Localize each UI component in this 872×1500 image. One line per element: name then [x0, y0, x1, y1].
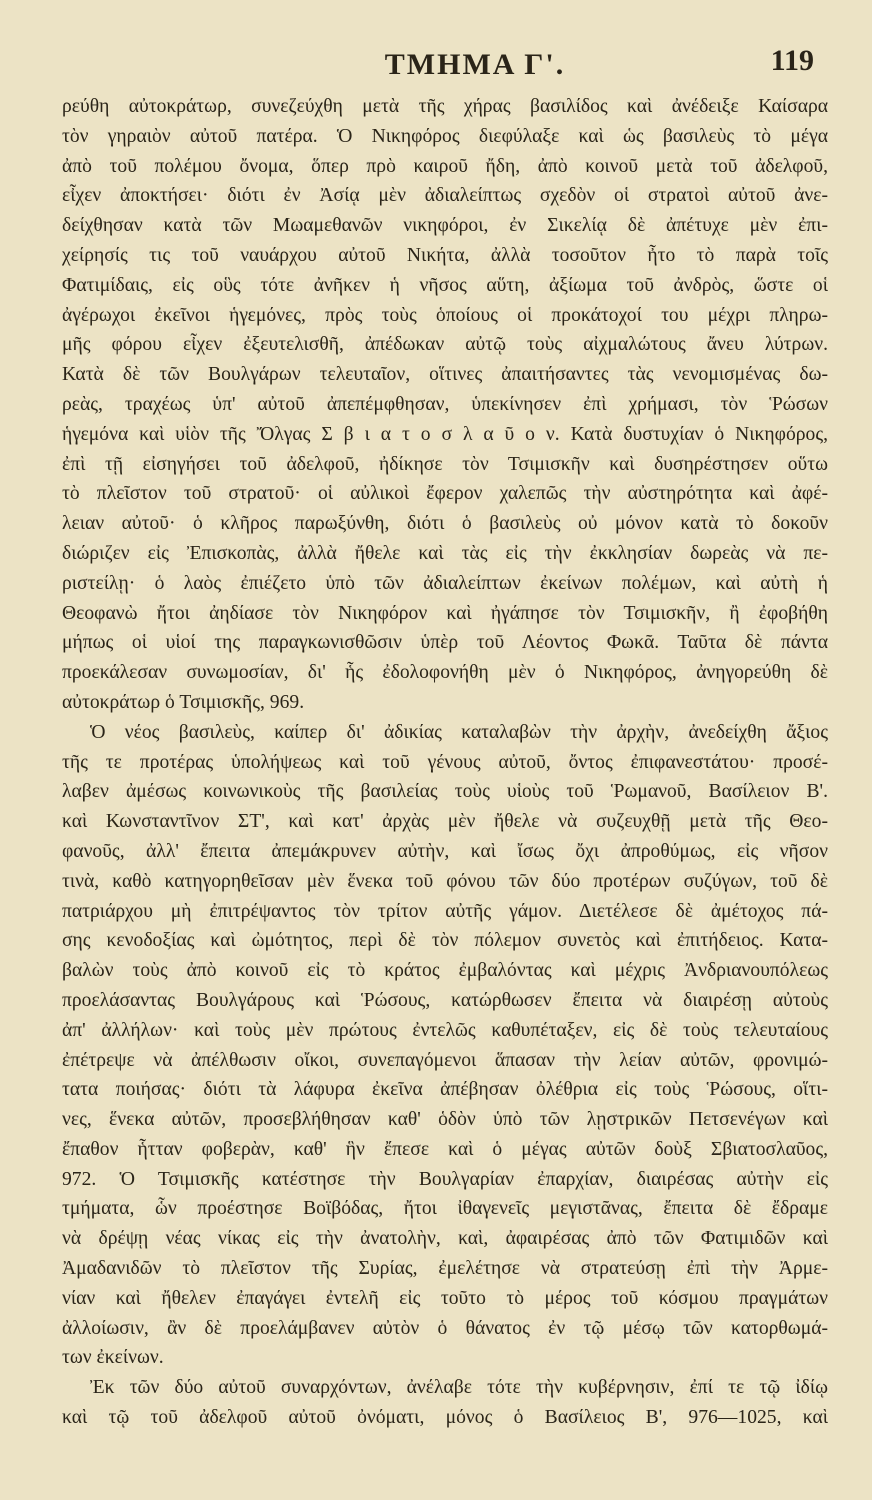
text-line: Ὁ νέος βασιλεὺς, καίπερ δι' ἀδικίας καταλαβὼν τὴν ἀρχὴν, ἀνεδείχθη ἄξιος: [90, 721, 828, 743]
section-title: ΤΜΗΜΑ Γ'.: [384, 48, 566, 81]
text-line: ριστείλῃ· ὁ λαὸς ἐπιέζετο ὑπὸ τῶν ἀδιαλείπτων ἐκείνων πολέμων, καὶ αὐτὴ ἡ: [62, 572, 828, 594]
text-line: διώριζεν εἰς Ἐπισκοπὰς, ἀλλὰ ἤθελε καὶ τὰς εἰς τὴν ἐκκλησίαν δωρεὰς νὰ πε-: [62, 542, 828, 564]
text-line: Θεοφανὼ ἤτοι ἀηδίασε τὸν Νικηφόρον καὶ ἠγάπησε τὸν Τσιμισκῆν, ἢ ἐφοβήθη: [62, 602, 828, 624]
text-line: ἔπαθον ἧτταν φοβερὰν, καθ' ἣν ἔπεσε καὶ ὁ μέγας αὐτῶν δοὺξ Σβιατοσλαῦος,: [62, 1138, 828, 1160]
text-line: βαλὼν τοὺς ἀπὸ κοινοῦ εἰς τὸ κράτος ἐμβαλόντας καὶ μέχρις Ἀνδριανουπόλεως: [62, 960, 828, 982]
text-line: δείχθησαν κατὰ τῶν Μωαμεθανῶν νικηφόροι, ἐν Σικελίᾳ δὲ ἀπέτυχε μὲν ἐπι-: [62, 215, 828, 237]
text-line: λαβεν ἀμέσως κοινωνικοὺς τῆς βασιλείας τοὺς υἱοὺς τοῦ Ῥωμανοῦ, Βασίλειον Β'.: [62, 781, 828, 803]
text-line: Κατὰ δὲ τῶν Βουλγάρων τελευταῖον, οἵτινες ἀπαιτήσαντες τὰς νενομισμένας δω-: [62, 364, 828, 386]
text-line: τὸ πλεῖστον τοῦ στρατοῦ· οἱ αὐλικοὶ ἔφερον χαλεπῶς τὴν αὐστηρότητα καὶ ἀφέ-: [62, 483, 828, 505]
text-line: σης κενοδοξίας καὶ ὠμότητος, περὶ δὲ τὸν πόλεμον συνετὸς καὶ ἐπιτήδειος. Κατα-: [62, 930, 828, 952]
text-line: τατα ποιήσας· διότι τὰ λάφυρα ἐκεῖνα ἀπέβησαν ὀλέθρια εἰς τοὺς Ῥώσους, οἵτι-: [62, 1079, 828, 1101]
text-line: ἐπέτρεψε νὰ ἀπέλθωσιν οἴκοι, συνεπαγόμενοι ἅπασαν τὴν λείαν αὐτῶν, φρονιμώ-: [62, 1049, 828, 1071]
text-line: Ἀμαδανιδῶν τὸ πλεῖστον τῆς Συρίας, ἐμελέτησε νὰ στρατεύσῃ ἐπὶ τὴν Ἀρμε-: [62, 1258, 828, 1280]
paragraph: [62, 1373, 828, 1433]
text-line: προελάσαντας Βουλγάρους καὶ Ῥώσους, κατώρθωσεν ἔπειτα νὰ διαιρέσῃ αὐτοὺς: [62, 989, 828, 1011]
page-number: 119: [770, 44, 814, 77]
text-line: Φατιμίδαις, εἰς οὓς τότε ἀνῆκεν ἡ νῆσος αὕτη, ἀξίωμα τοῦ ἀνδρὸς, ὥστε οἱ: [62, 274, 828, 296]
paragraph: [62, 718, 828, 1374]
text-line: ἀπὸ τοῦ πολέμου ὄνομα, ὅπερ πρὸ καιροῦ ἤδη, ἀπὸ κοινοῦ μετὰ τοῦ ἀδελφοῦ,: [62, 155, 828, 177]
text-line: πατριάρχου μὴ ἐπιτρέψαντος τὸν τρίτον αὐτῆς γάμον. Διετέλεσε δὲ ἀμέτοχος πά-: [62, 900, 828, 922]
text-line: χείρησίς τις τοῦ ναυάρχου αὐτοῦ Νικήτα, ἀλλὰ τοσοῦτον ἦτο τὸ παρὰ τοῖς: [62, 244, 828, 266]
text-line: προεκάλεσαν συνωμοσίαν, δι' ἧς ἐδολοφονήθη μὲν ὁ Νικηφόρος, ἀνηγορεύθη δὲ: [62, 662, 828, 684]
text-line: νίαν καὶ ἤθελεν ἐπαγάγει ἐντελῆ εἰς τοῦτο τὸ μέρος τοῦ κόσμου πραγμάτων: [62, 1287, 828, 1309]
text-line: ἀγέρωχοι ἐκεῖνοι ἡγεμόνες, πρὸς τοὺς ὁποίους οἱ προκάτοχοί του μέχρι πληρω-: [62, 304, 828, 326]
text-line: ρεύθη αὐτοκράτωρ, συνεζεύχθη μετὰ τῆς χήρας βασιλίδος καὶ ἀνέδειξε Καίσαρα: [62, 96, 828, 117]
text-line: λειαν αὐτοῦ· ὁ κλῆρος παρωξύνθη, διότι ὁ βασιλεὺς οὐ μόνον κατὰ τὸ δοκοῦν: [62, 513, 828, 535]
text-line: ἐπὶ τῇ εἰσηγήσει τοῦ ἀδελφοῦ, ἠδίκησε τὸν Τσιμισκῆν καὶ δυσηρέστησεν οὕτω: [62, 453, 828, 475]
text-line: των ἐκείνων.: [62, 1347, 164, 1369]
text-line: μήπως οἱ υἱοί της παραγκωνισθῶσιν ὑπὲρ τοῦ Λέοντος Φωκᾶ. Ταῦτα δὲ πάντα: [62, 632, 828, 654]
text-line: ρεὰς, τραχέως ὑπ' αὐτοῦ ἀπεπέμφθησαν, ὑπεκίνησεν ἐπὶ χρήμασι, τὸν Ῥώσων: [62, 393, 828, 415]
page-header: [62, 0, 828, 92]
text-line: καὶ τῷ τοῦ ἀδελφοῦ αὐτοῦ ὀνόματι, μόνος ὁ Βασίλειος Β', 976—1025, καὶ: [62, 1407, 828, 1429]
paragraph: [62, 92, 828, 718]
text-line: εἶχεν ἀποκτήσει· διότι ἐν Ἀσίᾳ μὲν ἀδιαλείπτως σχεδὸν οἱ στρατοὶ αὐτοῦ ἀνε-: [62, 185, 828, 207]
text-line: καὶ Κωνσταντῖνον ΣΤ', καὶ κατ' ἀρχὰς μὲν ἤθελε νὰ συζευχθῇ μετὰ τῆς Θεο-: [62, 811, 828, 833]
text-line: 972. Ὁ Τσιμισκῆς κατέστησε τὴν Βουλγαρίαν ἐπαρχίαν, διαιρέσας αὐτὴν εἰς: [62, 1168, 828, 1190]
text-line: Ἐκ τῶν δύο αὐτοῦ συναρχόντων, ἀνέλαβε τότε τὴν κυβέρνησιν, ἐπί τε τῷ ἰδίῳ: [90, 1377, 828, 1399]
text-line: νες, ἕνεκα αὐτῶν, προσεβλήθησαν καθ' ὁδὸν ὑπὸ τῶν λῃστρικῶν Πετσενέγων καὶ: [62, 1109, 828, 1131]
text-line: φανοῦς, ἀλλ' ἔπειτα ἀπεμάκρυνεν αὐτὴν, καὶ ἴσως ὄχι ἀπροθύμως, εἰς νῆσον: [62, 840, 828, 862]
text-line: τμήματα, ὧν προέστησε Βοϊβόδας, ἤτοι ἰθαγενεῖς μεγιστᾶνας, ἔπειτα δὲ ἔδραμε: [62, 1198, 828, 1220]
text-line: τινὰ, καθὸ κατηγορηθεῖσαν μὲν ἕνεκα τοῦ φόνου τῶν δύο προτέρων συζύγων, τοῦ δὲ: [62, 870, 828, 892]
body-text: [62, 92, 828, 1433]
text-line: τὸν γηραιὸν αὐτοῦ πατέρα. Ὁ Νικηφόρος διεφύλαξε καὶ ὡς βασιλεὺς τὸ μέγα: [62, 125, 828, 147]
text-line: αὐτοκράτωρ ὁ Τσιμισκῆς, 969.: [62, 691, 305, 713]
text-line: ἡγεμόνα καὶ υἱὸν τῆς Ὄλγας Σ β ι α τ ο σ λ α ῦ ο ν. Κατὰ δυστυχίαν ὁ Νικηφόρος,: [62, 423, 828, 445]
text-line: ἀλλοίωσιν, ἂν δὲ προελάμβανεν αὐτὸν ὁ θάνατος ἐν τῷ μέσῳ τῶν κατορθωμά-: [62, 1317, 828, 1339]
text-line: τῆς τε προτέρας ὑπολήψεως καὶ τοῦ γένους αὐτοῦ, ὄντος ἐπιφανεστάτου· προσέ-: [62, 751, 828, 773]
text-line: ἀπ' ἀλλήλων· καὶ τοὺς μὲν πρώτους ἐντελῶς καθυπέταξεν, εἰς δὲ τοὺς τελευταίους: [62, 1019, 828, 1041]
text-line: μῆς φόρου εἶχεν ἐξευτελισθῆ, ἀπέδωκαν αὐτῷ τοὺς αἰχμαλώτους ἄνευ λύτρων.: [62, 334, 828, 356]
text-line: νὰ δρέψῃ νέας νίκας εἰς τὴν ἀνατολὴν, καὶ, ἀφαιρέσας ἀπὸ τῶν Φατιμιδῶν καὶ: [62, 1228, 828, 1250]
